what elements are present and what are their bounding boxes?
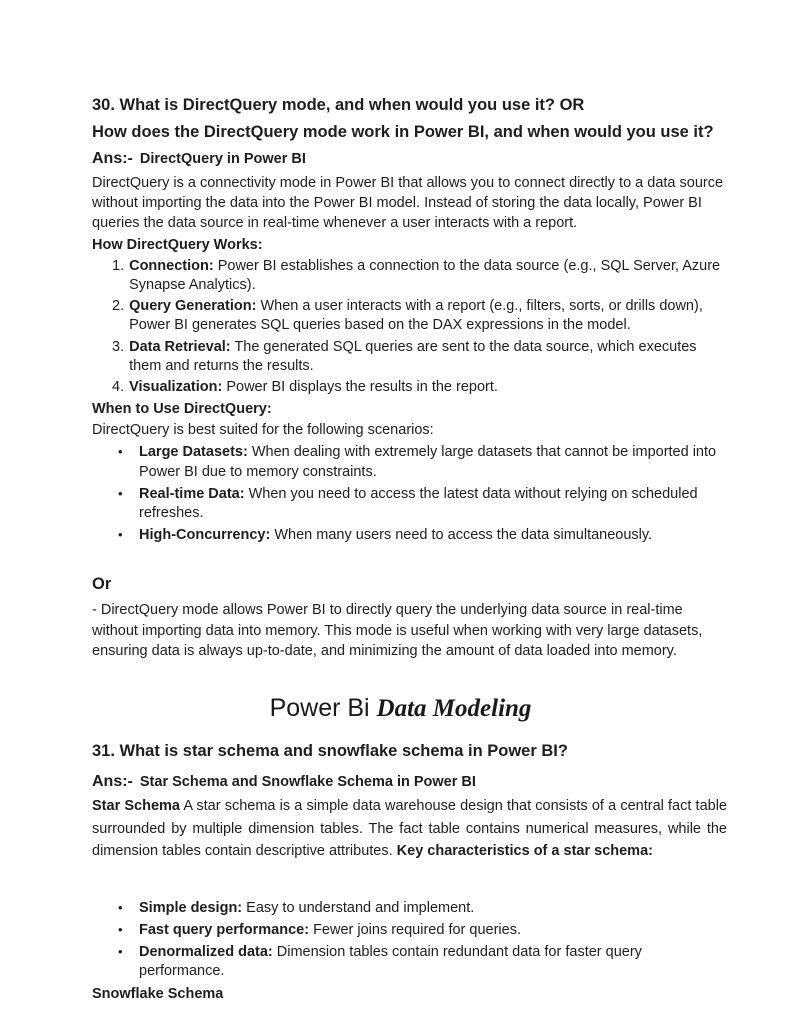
list-item-label: Data Retrieval: bbox=[129, 338, 231, 355]
question-30-answer-line bbox=[92, 148, 727, 170]
section-heading-prefix: Power Bi bbox=[269, 694, 377, 723]
directquery-intro-paragraph: DirectQuery is a connectivity mode in Power BI that allows you to connect directly to a data source without importing the data into the Power BI model. Instead of storing the data locally, Power BI queries the data source in real-time whenever a user interacts with a report. bbox=[92, 174, 724, 232]
how-directquery-works-heading: How DirectQuery Works: bbox=[92, 236, 263, 253]
star-schema-key-label: Key characteristics of a star schema: bbox=[396, 843, 653, 860]
list-item bbox=[118, 526, 727, 545]
list-item-body: When you need to access the latest data without relying on scheduled refreshes. bbox=[139, 485, 698, 521]
bullet-icon: • bbox=[118, 526, 123, 542]
list-item bbox=[118, 899, 727, 918]
or-heading: Or bbox=[92, 575, 112, 594]
star-schema-body: A star schema is a simple data warehouse design that consists of a central fact table surrounded by multiple dimension tables. The fact table contains numerical measures, while the dimension tables contain descriptive attributes. bbox=[92, 798, 727, 860]
list-item bbox=[112, 338, 727, 376]
list-item-label: High-Concurrency: bbox=[139, 526, 271, 543]
bullet-icon: • bbox=[118, 485, 123, 501]
when-to-use-intro: DirectQuery is best suited for the following scenarios: bbox=[92, 422, 434, 439]
list-item bbox=[118, 443, 727, 481]
list-item-label: Simple design: bbox=[139, 899, 243, 916]
list-item-body: Easy to understand and implement. bbox=[246, 899, 475, 916]
list-item-body: When dealing with extremely large datasets that cannot be imported into Power BI due to memory constraints. bbox=[139, 444, 717, 480]
directquery-scenarios-list bbox=[92, 443, 727, 545]
star-schema-label: Star Schema bbox=[92, 798, 180, 815]
star-schema-paragraph bbox=[92, 795, 727, 862]
list-item-text bbox=[139, 921, 521, 940]
bullet-icon: • bbox=[118, 899, 123, 915]
list-item bbox=[118, 485, 727, 523]
answer-label: Ans:- bbox=[92, 150, 133, 168]
step-number: 1. bbox=[112, 258, 125, 275]
step-number: 4. bbox=[112, 378, 125, 395]
list-item-body: When many users need to access the data simultaneously. bbox=[274, 526, 653, 543]
list-item bbox=[112, 257, 727, 295]
list-item bbox=[112, 297, 727, 335]
list-item-body: Dimension tables contain redundant data for faster query performance. bbox=[139, 943, 642, 979]
step-number: 2. bbox=[112, 298, 125, 315]
list-item-label: Query Generation: bbox=[129, 298, 257, 315]
list-item-text bbox=[139, 485, 727, 523]
list-item-text bbox=[139, 943, 727, 981]
answer-title: DirectQuery in Power BI bbox=[139, 151, 306, 168]
list-item-body: Power BI displays the results in the report. bbox=[226, 378, 498, 395]
answer-title: Star Schema and Snowflake Schema in Power BI bbox=[139, 773, 476, 790]
question-31-answer-line bbox=[92, 771, 727, 793]
step-number: 3. bbox=[112, 338, 125, 355]
or-answer-paragraph: - DirectQuery mode allows Power BI to directly query the underlying data source in real-time without importing data into memory. This mode is useful when working with very large datasets, ensuring data is always up-to-date, and minimizing the amount of data loaded into memory. bbox=[92, 602, 703, 659]
list-item-body: When a user interacts with a report (e.g., filters, sorts, or drills down), Power BI generates SQL queries based on the DAX expressions in the model. bbox=[129, 298, 703, 334]
list-item bbox=[118, 943, 727, 981]
list-item-label: Denormalized data: bbox=[139, 943, 273, 960]
list-item-text bbox=[139, 899, 474, 918]
list-item-text bbox=[129, 297, 727, 335]
bullet-icon: • bbox=[118, 943, 123, 959]
bullet-icon: • bbox=[118, 444, 123, 460]
list-item bbox=[118, 921, 727, 940]
section-heading-emphasis: Data Modeling bbox=[376, 695, 532, 723]
answer-label: Ans:- bbox=[92, 772, 133, 790]
list-item-label: Fast query performance: bbox=[139, 921, 310, 938]
list-item-label: Real-time Data: bbox=[139, 485, 245, 502]
directquery-steps-list bbox=[92, 257, 727, 397]
bullet-icon: • bbox=[118, 921, 123, 937]
list-item bbox=[112, 378, 727, 397]
list-item-text bbox=[129, 338, 727, 376]
list-item-label: Visualization: bbox=[129, 378, 223, 395]
list-item-label: Large Datasets: bbox=[139, 444, 248, 461]
list-item-text bbox=[129, 378, 727, 397]
list-item-body: Power BI establishes a connection to the data source (e.g., SQL Server, Azure Synapse Analytics). bbox=[129, 258, 721, 294]
question-30-heading-line2: How does the DirectQuery mode work in Power BI, and when would you use it? bbox=[92, 122, 714, 141]
list-item-label: Connection: bbox=[129, 258, 214, 275]
list-item-text bbox=[129, 257, 727, 295]
when-to-use-heading: When to Use DirectQuery: bbox=[92, 400, 272, 417]
list-item-body: Fewer joins required for queries. bbox=[313, 921, 521, 938]
star-characteristics-list bbox=[92, 899, 727, 982]
snowflake-schema-heading: Snowflake Schema bbox=[92, 986, 224, 1003]
question-31-heading: 31. What is star schema and snowflake schema in Power BI? bbox=[92, 742, 568, 761]
question-30-heading-line1: 30. What is DirectQuery mode, and when would you use it? OR bbox=[92, 96, 585, 114]
list-item-text bbox=[139, 443, 727, 481]
section-heading bbox=[92, 693, 709, 724]
list-item-body: The generated SQL queries are sent to the data source, which executes them and returns the results. bbox=[129, 338, 697, 374]
list-item-text bbox=[139, 526, 652, 545]
